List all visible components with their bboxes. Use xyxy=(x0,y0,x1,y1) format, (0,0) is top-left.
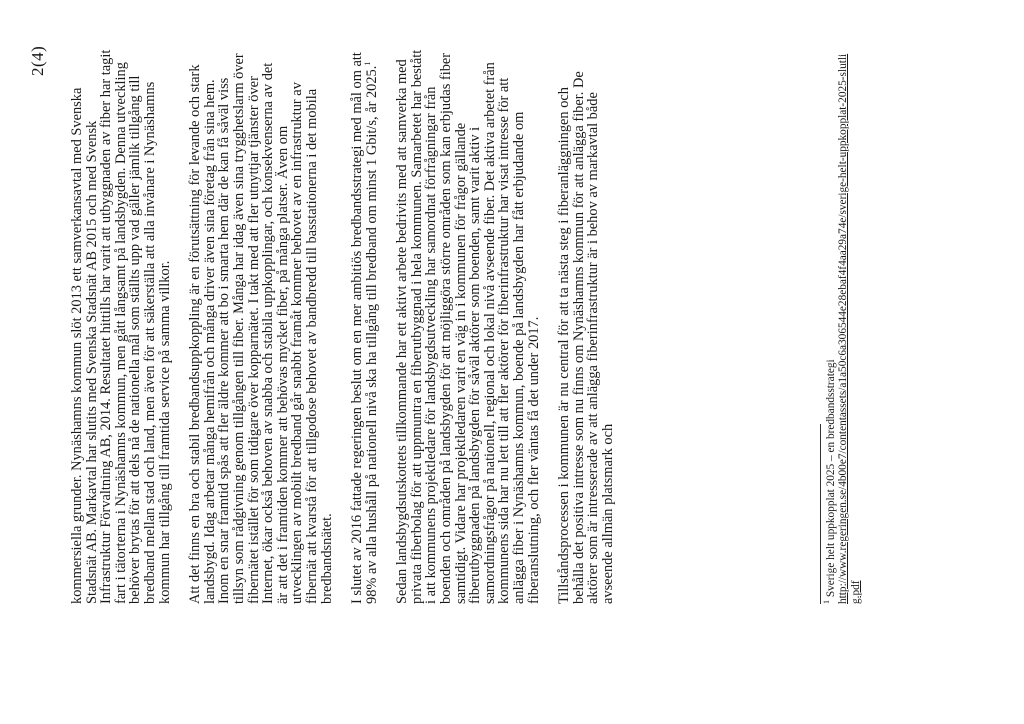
paragraph-government-strategy-text: I slutet av 2016 fattade regeringen beslut om en mer ambitiös bredbandsstrategi med mål om att 98% av alla hushåll på nationell nivå ska ha tillgång till bredband om minst 1 Gbit/s, år 2025. xyxy=(349,52,380,604)
footnote-marker: 1 xyxy=(822,600,832,604)
document-body xyxy=(70,48,616,604)
paragraph-rural-committee: Sedan landsbygdsutskottets tillkommande har ett aktivt arbete bedrivits med att samverka med privata fiberbolag för att uppmuntra en fiberutbyggnad i hela kommunen. Samarbetet har bestått i att kommunens projektledare för landsbygdsutveckling har samordnat förfrågningar från boenden och områden på landsbygden för att möjliggöra större områden som kan erbjudas fiber samtidigt. Vidare har projektledaren varit en väg in i kommunen för frågor gällande fiberutbyggnaden på landsbygden för såväl aktörer som boenden, samt varit aktiv i samordningsfrågor på nationell, regional och lokal nivå avseende fiber. Det aktiva arbetet från kommunens sida har nu lett till att fler aktörer för fiberinfrastruktur har visat intresse för att anlägga fiber i Nynäshamns kommun, boende på landsbygden har fått erbjudande om fiberanslutning, och fler väntas få det under 2017. xyxy=(394,49,542,604)
page-number: 2(4) xyxy=(28,45,47,76)
footnote xyxy=(822,48,862,604)
footnote-link[interactable]: http://www.regeringen.se/4b00e7/contentassets/a1a50c6a306544e28ebaf4f4aa29a74e/sverige-helt-uppkopplat-2025-slutlig.pdf xyxy=(837,53,862,604)
footnote-text: Sverige helt uppkopplat 2025 – en bredbandsstrategi xyxy=(825,359,837,598)
footnote-divider xyxy=(820,424,821,604)
paragraph-fiber-agreements: kommersiella grunder. Nynäshamns kommun slöt 2013 ett samverkansavtal med Svenska Stadsnät AB. Markavtal har slutits med Svenska Stadsnät AB 2015 och med Svensk Infrastruktur Förvaltning AB, 2014. Resultatet hittills har varit att utbyggnaden av fiber har tagit fart i tätorterna i Nynäshamns kommun, men gått långsamt på landsbygden. Denna utveckling behöver brytas för att dels nå de nationella mål som ställts upp vad gäller jämlik tillgång till bredband mellan stad och land, men även för att säkerställa att alla invånare i Nynäshamns kommun har tillgång till framtida service på samma villkor. xyxy=(69,49,173,604)
paragraph-government-strategy xyxy=(350,48,379,604)
footnote-reference[interactable]: 1 xyxy=(362,61,372,66)
paragraph-permit-process: Tillståndsprocessen i kommunen är nu central för att ta nästa steg i fiberanläggningen och behålla det positiva intresse som nu finns om Nynäshamns kommun för att anlägga fiber. De aktörer som är intresserade av att anlägga fiberinfrastruktur är i behov av markavtal både avseende allmän platsmark och xyxy=(556,71,616,604)
footnotes xyxy=(820,48,862,604)
paragraph-broadband-importance: Att det finns en bra och stabil bredbandsuppkoppling är en förutsättning för levande och stark landsbygd. Idag arbetar många hemifrån och många driver även sina företag från sina hem. Inom en snar framtid spås att fler äldre kommer att bo i smarta hem där de kan få såväl viss tillsyn som rådgivning genom tillgången till fiber. Många har idag även sina trygghetslarm över fibernätet istället för som tidigare över kopparnätet. I takt med att fler utnyttjar tjänster över Internet, ökar också behoven av snabba och stabila uppkopplingar, och konsekvenserna av det är att det i framtiden kommer att behövas mycket fiber, på många platser. Även om utvecklingen av mobilt bredband går snabbt framåt kommer behovet av en infrastruktur av fibernät att kvarstå för att tillgodose behovet av bandbredd till basstationerna i det mobila bredbandsnätet. xyxy=(187,53,335,604)
